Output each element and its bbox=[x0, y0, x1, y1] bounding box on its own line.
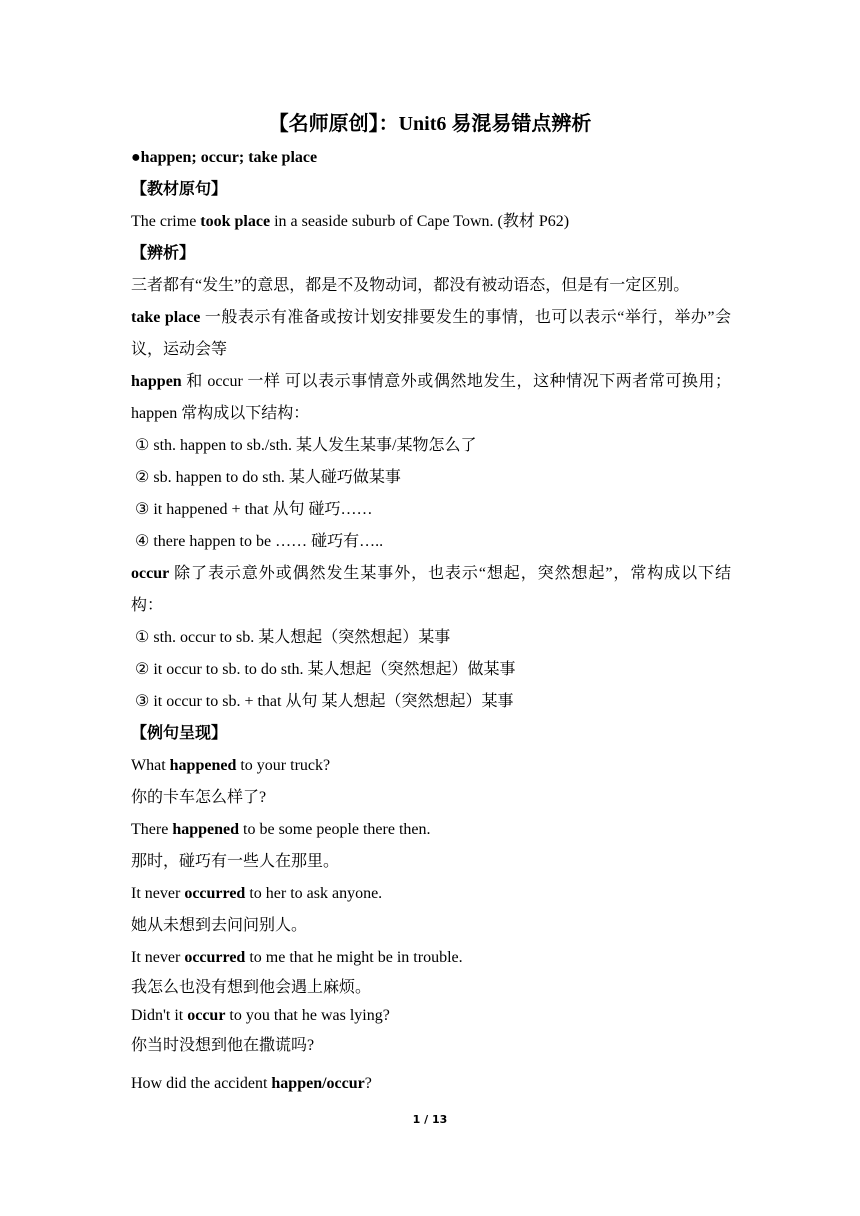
keyword: occur bbox=[187, 1007, 226, 1024]
text-segment: to me that he might be in trouble. bbox=[245, 949, 463, 966]
keyword: occur bbox=[131, 565, 170, 582]
page-number: 1 / 13 bbox=[412, 1113, 448, 1126]
example-translation: 你的卡车怎么样了? bbox=[131, 789, 267, 806]
keyword: occurred bbox=[184, 885, 246, 902]
text-segment: to your truck? bbox=[236, 757, 331, 774]
occur-structure-item: ① sth. occur to sb. 某人想起（突然想起）某事 bbox=[135, 629, 451, 646]
text-segment: There bbox=[131, 821, 173, 838]
textbook-section-header: 【教材原句】 bbox=[131, 181, 228, 198]
text-segment: Didn't it bbox=[131, 1007, 188, 1024]
keyword: happened bbox=[172, 821, 240, 838]
keyword: occurred bbox=[184, 949, 246, 966]
keyword: happen/occur bbox=[271, 1075, 365, 1092]
happen-structure-item: ④ there happen to be …… 碰巧有….. bbox=[135, 533, 384, 550]
topic-heading: ●happen; occur; take place bbox=[131, 149, 318, 166]
document-body bbox=[131, 142, 731, 1100]
text-segment: The crime bbox=[131, 213, 201, 230]
example-sentence bbox=[131, 1068, 731, 1100]
text-segment: It never bbox=[131, 885, 185, 902]
keyword: took place bbox=[200, 213, 271, 230]
example-sentence bbox=[131, 814, 731, 846]
textbook-sentence bbox=[131, 206, 731, 238]
keyword: take place bbox=[131, 309, 201, 326]
example-translation: 我怎么也没有想到他会遇上麻烦。 bbox=[131, 979, 372, 996]
text-segment: 一般表示有准备或按计划安排要发生的事情，也可以表示“举行，举办”会议，运动会等 bbox=[131, 309, 731, 358]
example-sentence bbox=[131, 878, 731, 910]
text-segment: What bbox=[131, 757, 170, 774]
document-title: 【名师原创】：Unit6 易混易错点辨析 bbox=[268, 113, 592, 135]
example-translation: 那时，碰巧有一些人在那里。 bbox=[131, 853, 340, 870]
text-segment: in a seaside suburb of Cape Town. (教材 P62) bbox=[270, 213, 570, 230]
example-translation: 她从未想到去问问别人。 bbox=[131, 917, 308, 934]
happen-structure-item: ③ it happened + that 从句 碰巧…… bbox=[135, 501, 373, 518]
happen-structure-item: ② sb. happen to do sth. 某人碰巧做某事 bbox=[135, 469, 401, 486]
keyword: happen bbox=[131, 373, 182, 390]
text-segment: to you that he was lying? bbox=[225, 1007, 390, 1024]
example-sentence bbox=[131, 750, 731, 782]
occur-structure-item: ③ it occur to sb. + that 从句 某人想起（突然想起）某事 bbox=[135, 693, 514, 710]
text-segment: to her to ask anyone. bbox=[245, 885, 383, 902]
analysis-section-header: 【辨析】 bbox=[131, 245, 196, 262]
occur-paragraph bbox=[131, 558, 731, 622]
text-segment: 除了表示意外或偶然发生某事外，也表示“想起，突然想起”，常构成以下结构： bbox=[131, 565, 731, 614]
example-translation: 你当时没想到他在撒谎吗? bbox=[131, 1037, 315, 1054]
keyword: happened bbox=[169, 757, 237, 774]
examples-section-header: 【例句呈现】 bbox=[131, 725, 228, 742]
example-sentence bbox=[131, 942, 731, 974]
text-segment: to be some people there then. bbox=[239, 821, 431, 838]
happen-paragraph bbox=[131, 366, 731, 430]
text-segment: How did the accident bbox=[131, 1075, 272, 1092]
happen-structure-item: ① sth. happen to sb./sth. 某人发生某事/某物怎么了 bbox=[135, 437, 477, 454]
text-segment: ? bbox=[364, 1075, 372, 1092]
example-sentence bbox=[131, 1002, 731, 1030]
analysis-intro: 三者都有“发生”的意思，都是不及物动词，都没有被动语态，但是有一定区别。 bbox=[131, 277, 690, 294]
occur-structure-item: ② it occur to sb. to do sth. 某人想起（突然想起）做某事 bbox=[135, 661, 516, 678]
text-segment: 和 occur 一样 可以表示事情意外或偶然地发生，这种情况下两者常可换用；happen 常构成以下结构： bbox=[131, 373, 731, 422]
take-place-paragraph bbox=[131, 302, 731, 366]
text-segment: It never bbox=[131, 949, 185, 966]
